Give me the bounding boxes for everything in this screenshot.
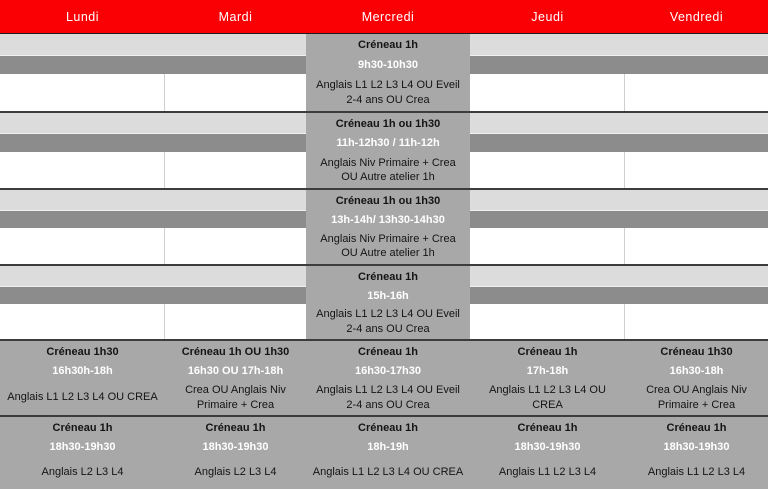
empty-cell-lundi — [0, 34, 165, 56]
empty-cell-lundi — [0, 190, 165, 211]
activity-label: Anglais L1 L2 L3 L4 OU Eveil 2-4 ans OU Crea — [306, 304, 470, 339]
activity-label-lundi: Anglais L1 L2 L3 L4 OU CREA — [0, 380, 165, 415]
time-label-lundi: 18h30-19h30 — [0, 438, 165, 456]
slot-label: Créneau 1h — [306, 266, 470, 287]
empty-cell-vendredi — [625, 134, 768, 152]
empty-cell-jeudi — [470, 190, 625, 211]
empty-cell-jeudi — [470, 74, 625, 111]
empty-cell-vendredi — [625, 304, 768, 339]
time-slot-block-11h — [0, 113, 768, 190]
day-header-mardi: Mardi — [218, 9, 253, 24]
empty-cell-vendredi — [625, 287, 768, 304]
empty-cell-lundi — [0, 304, 165, 339]
empty-cell-lundi — [0, 152, 165, 188]
empty-cell-vendredi — [625, 56, 768, 74]
activity-label: Anglais L1 L2 L3 L4 OU Eveil 2-4 ans OU Crea — [306, 74, 470, 111]
empty-cell-mardi — [165, 113, 306, 134]
slot-label-mardi: Créneau 1h — [165, 417, 306, 438]
empty-cell-lundi — [0, 287, 165, 304]
day-header-mercredi: Mercredi — [361, 9, 415, 24]
empty-cell-lundi — [0, 211, 165, 228]
empty-cell-vendredi — [625, 34, 768, 56]
time-label-mercredi: 18h-19h — [306, 438, 470, 456]
empty-cell-vendredi — [625, 152, 768, 188]
time-label-lundi: 16h30h-18h — [0, 362, 165, 380]
activity-label-mercredi: Anglais L1 L2 L3 L4 OU CREA — [306, 456, 470, 489]
slot-label: Créneau 1h — [306, 34, 470, 56]
empty-cell-mardi — [165, 287, 306, 304]
empty-cell-mardi — [165, 56, 306, 74]
empty-cell-mardi — [165, 74, 306, 111]
activity-label-mardi: Anglais L2 L3 L4 — [165, 456, 306, 489]
activity-label-mardi: Crea OU Anglais Niv Primaire + Crea — [165, 380, 306, 415]
empty-cell-jeudi — [470, 287, 625, 304]
time-label-mardi: 18h30-19h30 — [165, 438, 306, 456]
empty-cell-lundi — [0, 134, 165, 152]
day-header-jeudi: Jeudi — [531, 9, 564, 24]
time-label: 9h30-10h30 — [306, 56, 470, 74]
empty-cell-mardi — [165, 152, 306, 188]
slot-label-vendredi: Créneau 1h30 — [625, 341, 768, 362]
time-label-mardi: 16h30 OU 17h-18h — [165, 362, 306, 380]
empty-cell-jeudi — [470, 211, 625, 228]
time-slot-block-13h — [0, 190, 768, 266]
empty-cell-vendredi — [625, 74, 768, 111]
activity-label: Anglais Niv Primaire + Crea OU Autre atelier 1h — [306, 152, 470, 188]
time-label: 13h-14h/ 13h30-14h30 — [306, 211, 470, 228]
day-header-lundi: Lundi — [65, 9, 100, 24]
empty-cell-jeudi — [470, 304, 625, 339]
time-slot-block-15h — [0, 266, 768, 341]
empty-cell-mardi — [165, 34, 306, 56]
activity-label: Anglais Niv Primaire + Crea OU Autre atelier 1h — [306, 228, 470, 264]
time-slot-block-16h30 — [0, 341, 768, 417]
slot-label-lundi: Créneau 1h30 — [0, 341, 165, 362]
slot-label: Créneau 1h ou 1h30 — [306, 113, 470, 134]
empty-cell-vendredi — [625, 190, 768, 211]
activity-label-vendredi: Crea OU Anglais Niv Primaire + Crea — [625, 380, 768, 415]
activity-label-vendredi: Anglais L1 L2 L3 L4 — [625, 456, 768, 489]
empty-cell-lundi — [0, 228, 165, 264]
empty-cell-mardi — [165, 211, 306, 228]
activity-label-jeudi: Anglais L1 L2 L3 L4 OU CREA — [470, 380, 625, 415]
empty-cell-jeudi — [470, 56, 625, 74]
time-label-jeudi: 18h30-19h30 — [470, 438, 625, 456]
day-header-vendredi: Vendredi — [669, 9, 724, 24]
empty-cell-vendredi — [625, 266, 768, 287]
empty-cell-vendredi — [625, 211, 768, 228]
empty-cell-lundi — [0, 113, 165, 134]
empty-cell-jeudi — [470, 266, 625, 287]
slot-label: Créneau 1h ou 1h30 — [306, 190, 470, 211]
slot-label-mercredi: Créneau 1h — [306, 341, 470, 362]
activity-label-mercredi: Anglais L1 L2 L3 L4 OU Eveil 2-4 ans OU Crea — [306, 380, 470, 415]
empty-cell-lundi — [0, 74, 165, 111]
empty-cell-jeudi — [470, 34, 625, 56]
empty-cell-vendredi — [625, 228, 768, 264]
slot-label-mardi: Créneau 1h OU 1h30 — [165, 341, 306, 362]
time-label-vendredi: 18h30-19h30 — [625, 438, 768, 456]
empty-cell-mardi — [165, 190, 306, 211]
day-header-row — [0, 0, 768, 34]
time-label: 15h-16h — [306, 287, 470, 304]
empty-cell-jeudi — [470, 134, 625, 152]
time-slot-block-18h30 — [0, 417, 768, 489]
empty-cell-mardi — [165, 304, 306, 339]
empty-cell-lundi — [0, 266, 165, 287]
activity-label-lundi: Anglais L2 L3 L4 — [0, 456, 165, 489]
slot-label-jeudi: Créneau 1h — [470, 341, 625, 362]
slot-label-mercredi: Créneau 1h — [306, 417, 470, 438]
empty-cell-lundi — [0, 56, 165, 74]
activity-label-jeudi: Anglais L1 L2 L3 L4 — [470, 456, 625, 489]
time-label-jeudi: 17h-18h — [470, 362, 625, 380]
time-label-vendredi: 16h30-18h — [625, 362, 768, 380]
time-label: 11h-12h30 / 11h-12h — [306, 134, 470, 152]
slot-label-lundi: Créneau 1h — [0, 417, 165, 438]
empty-cell-jeudi — [470, 228, 625, 264]
empty-cell-jeudi — [470, 113, 625, 134]
slot-label-jeudi: Créneau 1h — [470, 417, 625, 438]
time-slot-block-9h30 — [0, 34, 768, 113]
slot-label-vendredi: Créneau 1h — [625, 417, 768, 438]
time-label-mercredi: 16h30-17h30 — [306, 362, 470, 380]
empty-cell-vendredi — [625, 113, 768, 134]
empty-cell-mardi — [165, 134, 306, 152]
empty-cell-mardi — [165, 228, 306, 264]
empty-cell-mardi — [165, 266, 306, 287]
empty-cell-jeudi — [470, 152, 625, 188]
